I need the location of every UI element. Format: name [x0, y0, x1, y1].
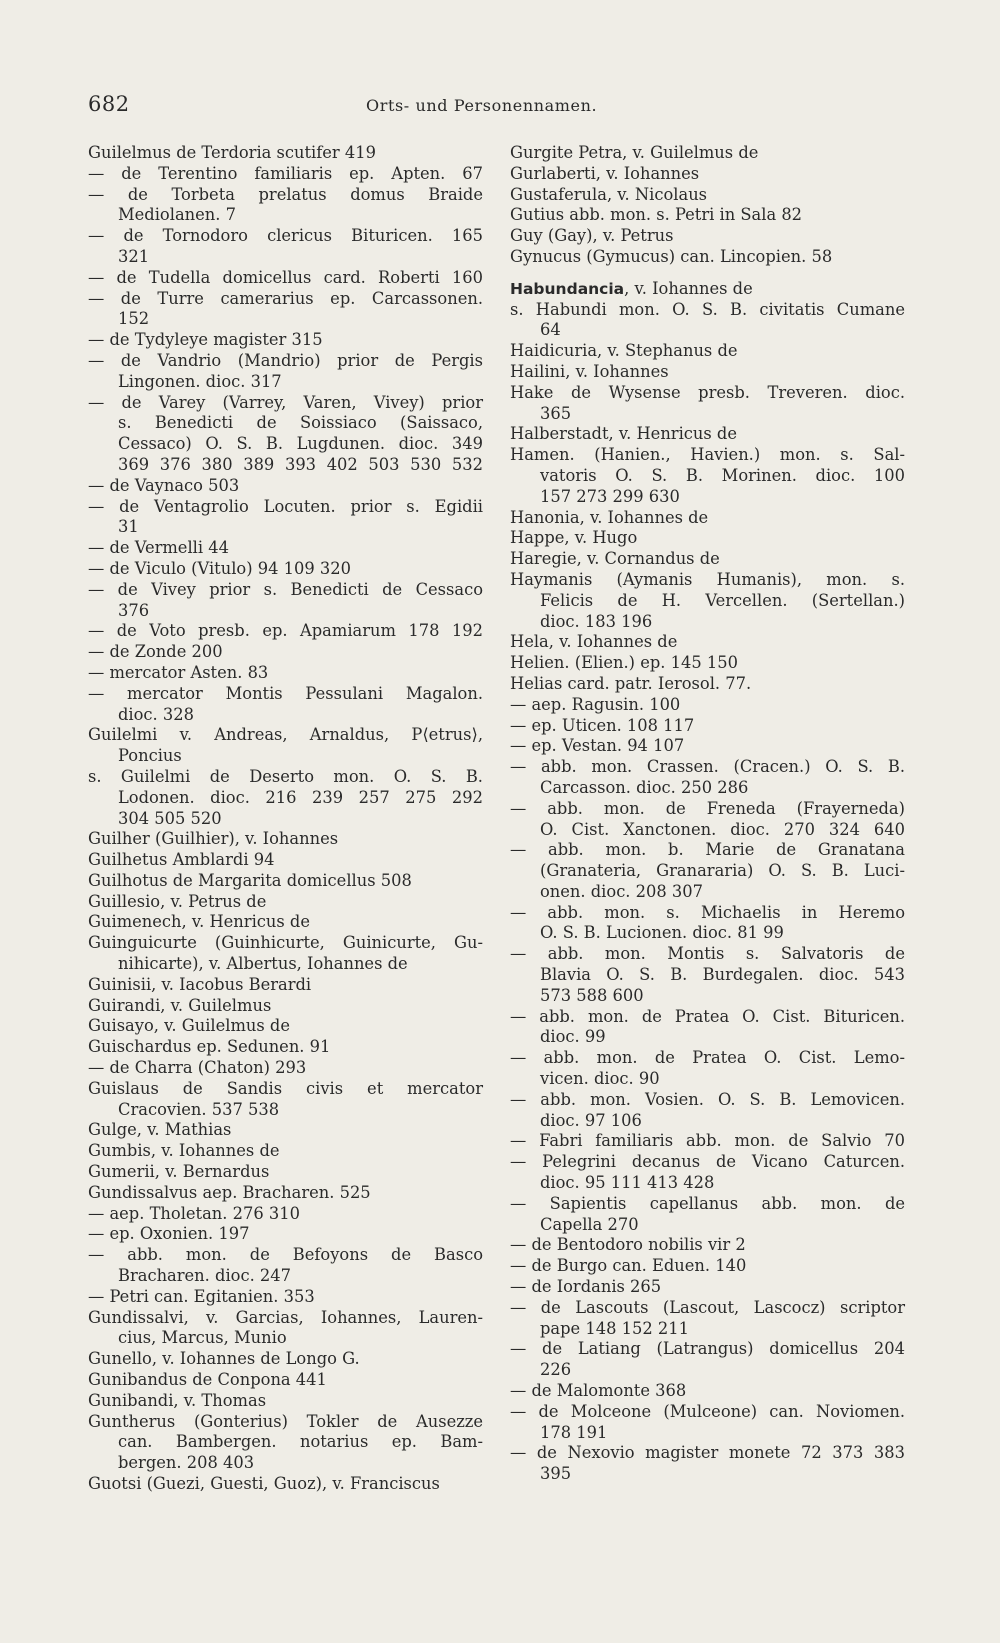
index-line: 31: [118, 517, 139, 537]
index-line: — de Tornodoro clericus Bituricen. 165: [88, 226, 483, 246]
index-line: vatoris O. S. B. Morinen. dioc. 100: [540, 465, 905, 485]
index-line: Guislaus de Sandis civis et mercator: [88, 1078, 483, 1098]
index-line: — Sapientis capellanus abb. mon. de: [510, 1193, 905, 1213]
index-line: Lodonen. dioc. 216 239 257 275 292: [118, 787, 483, 807]
index-line: — de Tydyleye magister 315: [88, 330, 323, 350]
index-line: Hela, v. Iohannes de: [510, 632, 678, 652]
index-line: — abb. mon. Montis s. Salvatoris de: [510, 944, 905, 964]
index-line: dioc. 99: [540, 1027, 606, 1047]
index-line: — mercator Montis Pessulani Magalon.: [88, 683, 483, 703]
index-line: Guisayo, v. Guilelmus de: [88, 1016, 290, 1036]
index-line: onen. dioc. 208 307: [540, 881, 703, 901]
index-line: Haregie, v. Cornandus de: [510, 549, 720, 569]
index-line: Happe, v. Hugo: [510, 528, 638, 548]
index-line: Guillesio, v. Petrus de: [88, 891, 267, 911]
index-line: Gynucus (Gymucus) can. Lincopien. 58: [510, 246, 833, 266]
index-line: Guischardus ep. Sedunen. 91: [88, 1037, 331, 1057]
index-line: — de Bentodoro nobilis vir 2: [510, 1235, 746, 1255]
index-line: bergen. 208 403: [118, 1453, 255, 1473]
index-line: Cracovien. 537 538: [118, 1099, 280, 1119]
page-header: [88, 92, 640, 118]
index-line: cius, Marcus, Munio: [118, 1328, 287, 1348]
index-line: dioc. 328: [118, 704, 194, 724]
index-line: Gunibandus de Conpona 441: [88, 1370, 327, 1390]
index-line: Bracharen. dioc. 247: [118, 1266, 291, 1286]
index-line: — de Voto presb. ep. Apamiarum 178 192: [88, 621, 483, 641]
index-line: 369 376 380 389 393 402 503 530 532: [118, 454, 483, 474]
index-line: — de Vermelli 44: [88, 538, 229, 558]
index-line: Gumbis, v. Iohannes de: [88, 1141, 280, 1161]
index-line: dioc. 95 111 413 428: [540, 1173, 715, 1193]
index-line: — de Varey (Varrey, Varen, Vivey) prior: [88, 392, 483, 412]
right-index-column: [510, 143, 905, 1485]
index-line: Gumerii, v. Bernardus: [88, 1162, 270, 1182]
index-line: 376: [118, 600, 150, 620]
index-line: Guilhotus de Margarita domicellus 508: [88, 870, 412, 890]
index-line: — de Burgo can. Eduen. 140: [510, 1256, 747, 1276]
index-line: — de Molceone (Mulceone) can. Noviomen.: [510, 1401, 905, 1421]
index-line: Guilhetus Amblardi 94: [88, 850, 275, 870]
index-line: [510, 279, 905, 300]
index-line: vicen. dioc. 90: [540, 1069, 660, 1089]
index-line: — de Vandrio (Mandrio) prior de Pergis: [88, 350, 483, 370]
index-line: — aep. Ragusin. 100: [510, 694, 681, 714]
index-line: — de Iordanis 265: [510, 1277, 662, 1297]
index-line: — de Torbeta prelatus domus Braide: [88, 184, 483, 204]
index-line: 64: [540, 320, 561, 340]
index-line: Halberstadt, v. Henricus de: [510, 424, 737, 444]
index-line: Mediolanen. 7: [118, 205, 236, 225]
index-line: can. Bambergen. notarius ep. Bam-: [118, 1432, 483, 1452]
index-line: Guinguicurte (Guinhicurte, Guinicurte, Gu-: [88, 933, 483, 953]
index-line: Gundissalvi, v. Garcias, Iohannes, Lauren-: [88, 1307, 483, 1327]
index-line: Guinisii, v. Iacobus Berardi: [88, 974, 312, 994]
page-number: 682: [88, 92, 130, 116]
index-line: Hamen. (Hanien., Havien.) mon. s. Sal-: [510, 445, 905, 465]
index-line: Gundissalvus aep. Bracharen. 525: [88, 1182, 371, 1202]
left-index-column: [88, 143, 483, 1495]
index-line: 178 191: [540, 1422, 608, 1442]
index-line: Haymanis (Aymanis Humanis), mon. s.: [510, 569, 905, 589]
index-line: — de Charra (Chaton) 293: [88, 1058, 307, 1078]
index-line: Guotsi (Guezi, Guesti, Guoz), v. Franciscus: [88, 1474, 440, 1493]
index-line: dioc. 97 106: [540, 1110, 642, 1130]
index-line: — de Nexovio magister monete 72 373 383: [510, 1443, 905, 1463]
index-line: Cessaco) O. S. B. Lugdunen. dioc. 349: [118, 434, 483, 454]
index-line: Guy (Gay), v. Petrus: [510, 226, 674, 246]
index-line: Guilelmus de Terdoria scutifer 419: [88, 143, 376, 162]
index-line: — de Vivey prior s. Benedicti de Cessaco: [88, 579, 483, 599]
index-line: — ep. Uticen. 108 117: [510, 715, 695, 735]
index-line: — abb. mon. de Befoyons de Basco: [88, 1245, 483, 1265]
index-line: Helias card. patr. Ierosol. 77.: [510, 673, 752, 693]
index-line: — de Zonde 200: [88, 642, 223, 662]
index-line: — abb. mon. s. Michaelis in Heremo: [510, 902, 905, 922]
running-head: Orts- und Personennamen.: [366, 96, 598, 115]
index-line: Gustaferula, v. Nicolaus: [510, 184, 708, 204]
index-line: s. Habundi mon. O. S. B. civitatis Cumane: [510, 299, 905, 319]
index-line: 304 505 520: [118, 808, 222, 828]
index-line: — mercator Asten. 83: [88, 662, 269, 682]
index-line: nihicarte), v. Albertus, Iohannes de: [118, 954, 408, 974]
index-line: — de Viculo (Vitulo) 94 109 320: [88, 558, 351, 578]
index-line: Hake de Wysense presb. Treveren. dioc.: [510, 382, 905, 402]
index-line: Gurlaberti, v. Iohannes: [510, 163, 700, 183]
index-line: pape 148 152 211: [540, 1318, 689, 1338]
index-line: — de Vaynaco 503: [88, 475, 240, 495]
index-line: 226: [540, 1360, 572, 1380]
index-line: s. Guilelmi de Deserto mon. O. S. B.: [88, 766, 483, 786]
index-headword: Habundancia: [510, 279, 625, 298]
index-line: — Fabri familiaris abb. mon. de Salvio 70: [510, 1131, 905, 1151]
index-line: — abb. mon. b. Marie de Granatana: [510, 840, 905, 860]
index-line: Felicis de H. Vercellen. (Sertellan.): [540, 590, 905, 610]
index-line: (Granateria, Granararia) O. S. B. Luci-: [540, 861, 905, 881]
index-line: 573 588 600: [540, 985, 644, 1005]
index-line: Guntherus (Gonterius) Tokler de Ausezze: [88, 1411, 483, 1431]
index-line: Guilher (Guilhier), v. Iohannes: [88, 829, 339, 849]
index-line: Guirandi, v. Guilelmus: [88, 995, 272, 1015]
index-line: O. S. B. Lucionen. dioc. 81 99: [540, 923, 784, 943]
index-line: Lingonen. dioc. 317: [118, 371, 282, 391]
index-line: 365: [540, 403, 572, 423]
index-line: — ep. Vestan. 94 107: [510, 736, 685, 756]
index-line: O. Cist. Xanctonen. dioc. 270 324 640: [540, 819, 905, 839]
index-line: Poncius: [118, 746, 182, 766]
index-line: 157 273 299 630: [540, 486, 680, 506]
index-line: — abb. mon. de Pratea O. Cist. Bituricen.: [510, 1006, 905, 1026]
index-line: Capella 270: [540, 1214, 639, 1234]
index-line: — de Malomonte 368: [510, 1381, 687, 1401]
index-line: Gurgite Petra, v. Guilelmus de: [510, 143, 759, 162]
index-line: — abb. mon. Vosien. O. S. B. Lemovicen.: [510, 1089, 905, 1109]
index-line: Carcasson. dioc. 250 286: [540, 777, 749, 797]
index-line: — Petri can. Egitanien. 353: [88, 1286, 315, 1306]
index-line: Guimenech, v. Henricus de: [88, 912, 310, 932]
index-line: Gulge, v. Mathias: [88, 1120, 232, 1140]
index-line: — de Lascouts (Lascout, Lascocz) scriptor: [510, 1297, 905, 1317]
index-line: 152: [118, 309, 150, 329]
index-line: Helien. (Elien.) ep. 145 150: [510, 653, 738, 673]
index-line: — abb. mon. de Pratea O. Cist. Lemo-: [510, 1048, 905, 1068]
index-line: — ep. Oxonien. 197: [88, 1224, 250, 1244]
index-line: — de Tudella domicellus card. Roberti 160: [88, 267, 483, 287]
index-line: Hanonia, v. Iohannes de: [510, 507, 709, 527]
index-line: — abb. mon. Crassen. (Cracen.) O. S. B.: [510, 757, 905, 777]
index-line: 395: [540, 1464, 572, 1484]
index-line: — de Latiang (Latrangus) domicellus 204: [510, 1339, 905, 1359]
index-line: Blavia O. S. B. Burdegalen. dioc. 543: [540, 965, 905, 985]
index-line: 321: [118, 246, 150, 266]
index-line: — de Turre camerarius ep. Carcassonen.: [88, 288, 483, 308]
index-line: — abb. mon. de Freneda (Frayerneda): [510, 798, 905, 818]
index-line: Gunibandi, v. Thomas: [88, 1390, 267, 1410]
index-line: Hailini, v. Iohannes: [510, 361, 669, 381]
index-line: dioc. 183 196: [540, 611, 653, 631]
index-line: Guilelmi v. Andreas, Arnaldus, P⟨etrus⟩,: [88, 725, 483, 745]
index-line: — aep. Tholetan. 276 310: [88, 1203, 300, 1223]
index-line: — de Terentino familiaris ep. Apten. 67: [88, 163, 483, 183]
index-line: s. Benedicti de Soissiaco (Saissaco,: [118, 413, 483, 433]
index-line-rest: , v. Iohannes de: [624, 278, 753, 298]
index-line: Gutius abb. mon. s. Petri in Sala 82: [510, 205, 803, 225]
index-line: Gunello, v. Iohannes de Longo G.: [88, 1349, 360, 1369]
index-line: — Pelegrini decanus de Vicano Caturcen.: [510, 1152, 905, 1172]
index-line: — de Ventagrolio Locuten. prior s. Egidii: [88, 496, 483, 516]
index-line: Haidicuria, v. Stephanus de: [510, 341, 738, 361]
